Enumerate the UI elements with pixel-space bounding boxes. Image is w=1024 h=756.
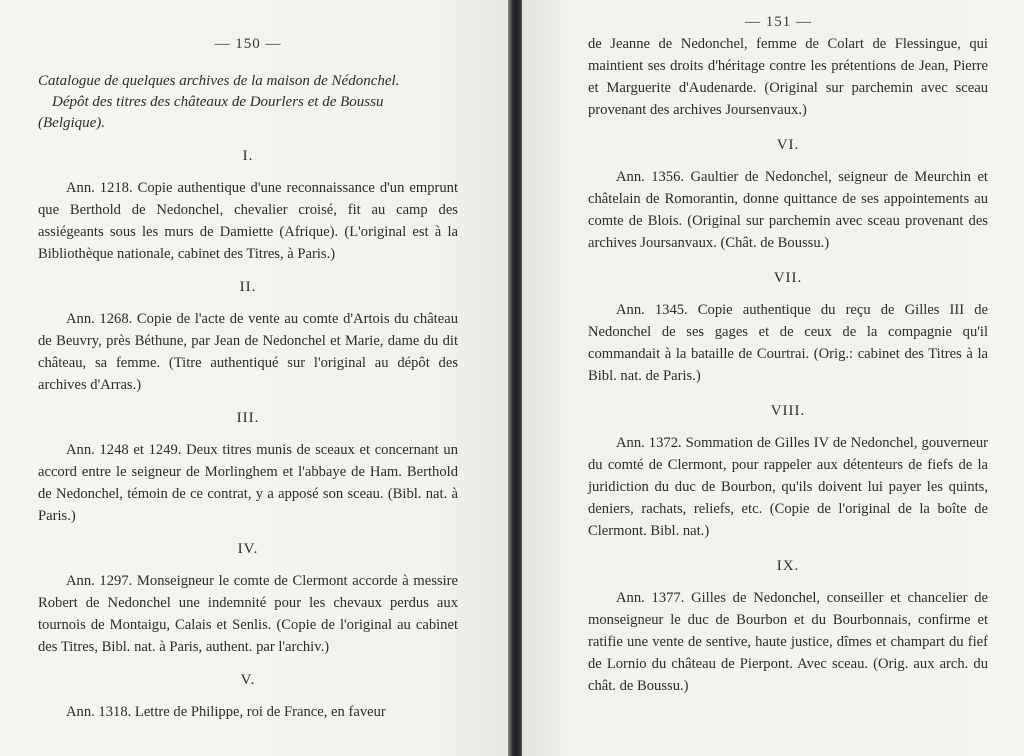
- section-heading-vi: VI.: [776, 137, 800, 153]
- section-heading-viii: VIII.: [770, 403, 806, 419]
- section-heading-iv: IV.: [237, 541, 259, 557]
- archive-entry: Ann. 1345. Copie authentique du reçu de Gilles III de Nedonchel de ses gages et de ceux de la compagnie qu'il commandait à la bataille de Courtrai. (Orig.: cabinet des Titres à la Bibl. nat. de Paris.): [588, 302, 988, 384]
- page-number: — 151 —: [745, 14, 812, 30]
- right-page: [522, 0, 1024, 756]
- archive-entry-continuation: de Jeanne de Nedonchel, femme de Colart de Flessingue, qui maintient ses droits d'héritage contre les prétentions de Jean, Pierre et Marguerite d'Audenarde. (Original sur parchemin avec sceau provenant des archives Joursenvaux.): [588, 36, 988, 118]
- section-heading-ix: IX.: [776, 558, 800, 574]
- catalog-title: [38, 71, 458, 134]
- section-heading-vii: VII.: [773, 270, 803, 286]
- archive-entry: Ann. 1297. Monseigneur le comte de Clermont accorde à messire Robert de Nedonchel une indemnité pour les chevaux perdus aux tournois de Montaigu, Calais et Senlis. (Copie de l'original au cabinet des Titres, Bibl. nat. à Paris, authent. par l'archiv.): [38, 573, 458, 655]
- archive-entry: Ann. 1268. Copie de l'acte de vente au comte d'Artois du château de Beuvry, près Béthune, par Jean de Nedonchel et Marie, dame du dit château, sa femme. (Titre authentiqué sur l'original au dépôt des archives d'Arras.): [38, 311, 458, 393]
- left-page: [0, 0, 510, 756]
- archive-entry: Ann. 1218. Copie authentique d'une reconnaissance d'un emprunt que Berthold de Nedonchel, chevalier croisé, fit au camp des assiégeants sous les murs de Damiette (Afrique). (L'original est à la Bibliothèque nationale, cabinet des Titres, à Paris.): [38, 180, 458, 262]
- archive-entry: Ann. 1372. Sommation de Gilles IV de Nedonchel, gouverneur du comté de Clermont, pour rappeler aux détenteurs de fiefs de la juridiction du duc de Bourbon, qu'ils doivent lui payer les quints, deniers, rachats, reliefs, etc. (Copie de l'original de la boîte de Clermont. Bibl. nat.): [588, 435, 988, 539]
- section-heading-ii: II.: [239, 279, 257, 295]
- archive-entry: Ann. 1318. Lettre de Philippe, roi de France, en faveur: [66, 704, 386, 720]
- archive-entry: Ann. 1377. Gilles de Nedonchel, conseiller et chancelier de monseigneur le duc de Bourbon et du Bourbonnais, confirme et ratifie une vente de sentive, haute justice, dîmes et champart du fief de Lornio du château de Pierpont. Avec sceau. (Orig. aux arch. du chât. de Boussu.): [588, 590, 988, 694]
- catalog-title-line: Catalogue de quelques archives de la maison de Nédonchel.: [38, 73, 400, 89]
- page-number: — 150 —: [214, 36, 282, 52]
- catalog-title-line: (Belgique).: [38, 115, 106, 131]
- section-heading-i: I.: [242, 148, 254, 164]
- archive-entry: Ann. 1248 et 1249. Deux titres munis de sceaux et concernant un accord entre le seigneur de Morlinghem et l'abbaye de Ham. Berthold de Nedonchel, témoin de ce contrat, y a apposé son sceau. (Bibl. nat. à Paris.): [38, 442, 458, 524]
- archive-entry: Ann. 1356. Gaultier de Nedonchel, seigneur de Meurchin et châtelain de Romorantin, donne quittance de ses appointements au comte de Blois. (Original sur parchemin avec sceau provenant des archives Joursanvaux. (Chât. de Boussu.): [588, 169, 988, 251]
- section-heading-v: V.: [240, 672, 256, 688]
- section-heading-iii: III.: [236, 410, 260, 426]
- catalog-title-line: Dépôt des titres des châteaux de Dourlers et de Boussu: [52, 94, 384, 110]
